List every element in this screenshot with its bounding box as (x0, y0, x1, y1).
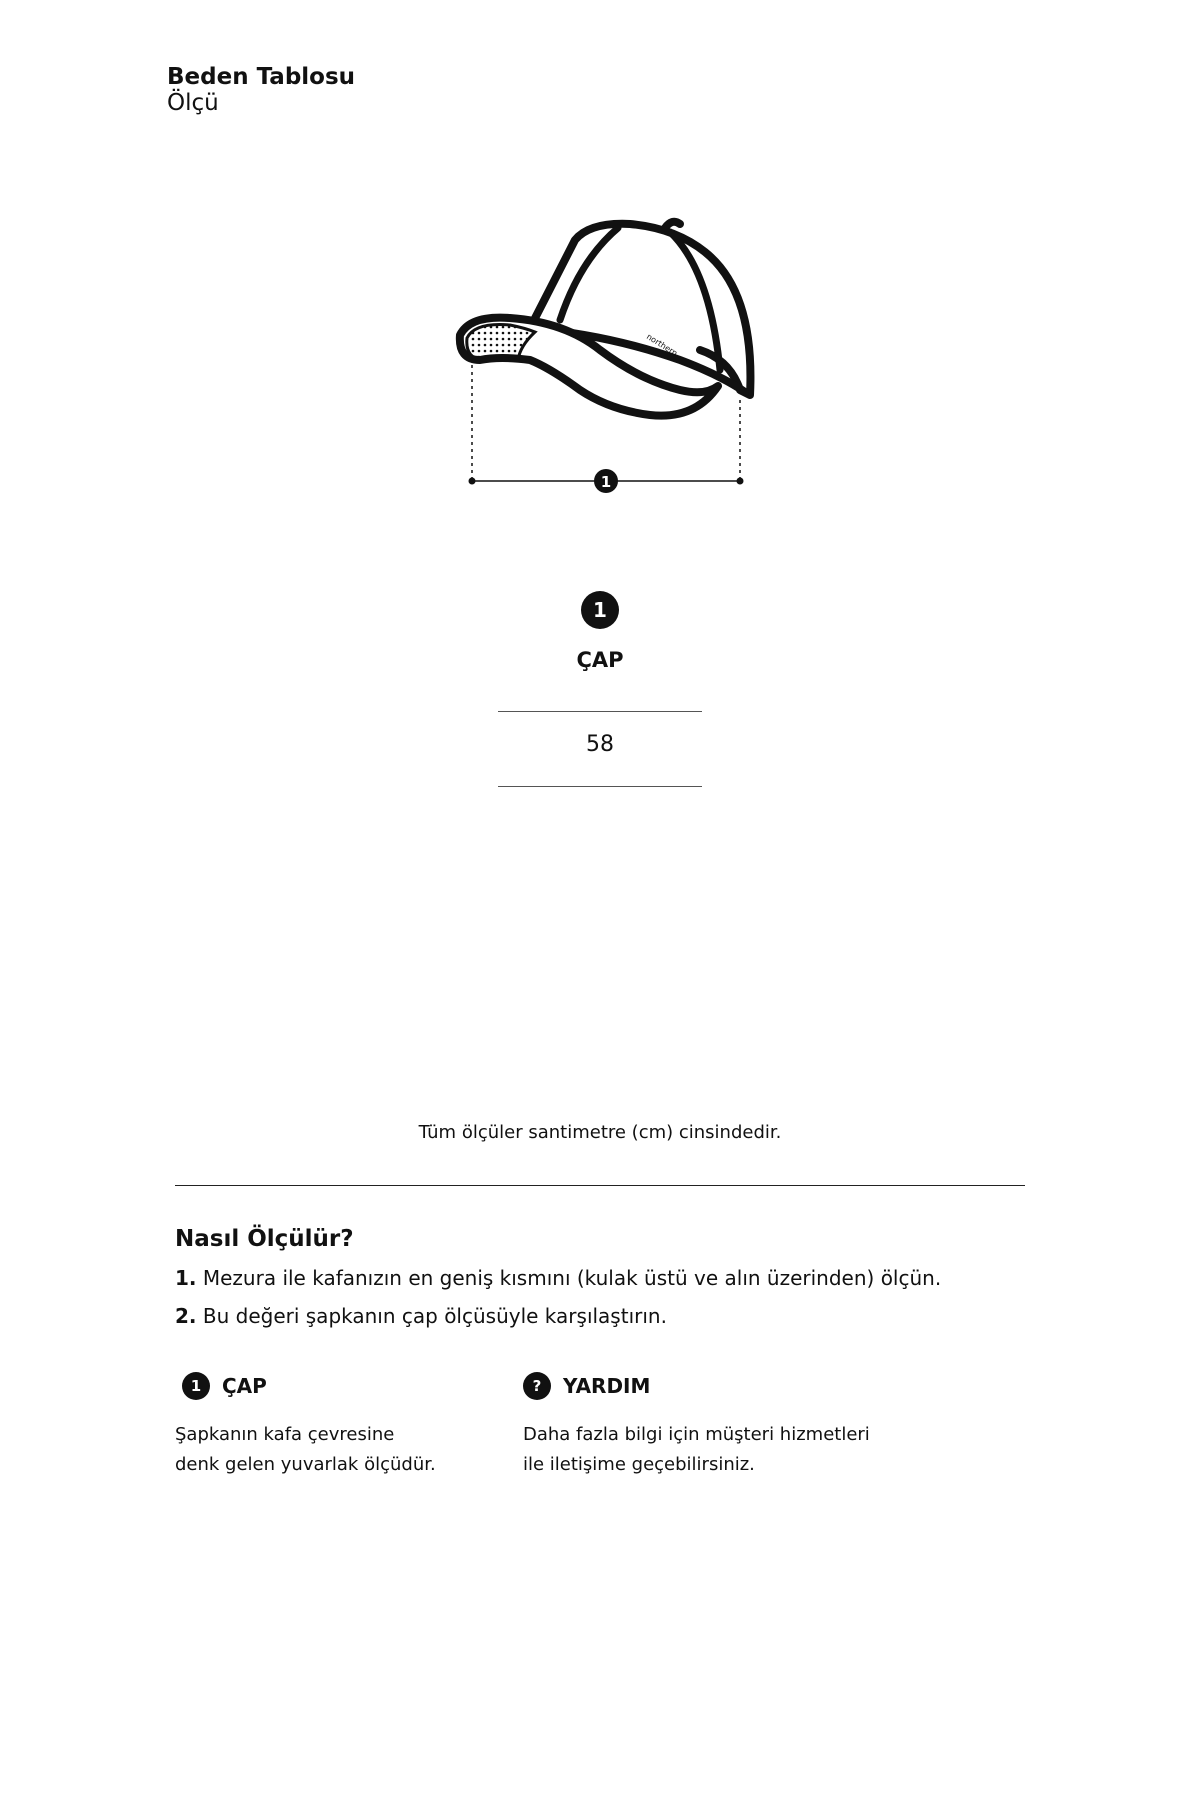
table-divider (498, 786, 702, 787)
table-cell-value: 58 (586, 732, 614, 757)
measure-marker-label: 1 (600, 473, 612, 491)
table-divider (498, 711, 702, 712)
how-to-step (175, 1266, 941, 1290)
measure-end (737, 478, 744, 485)
info-cap-title: ÇAP (222, 1374, 267, 1398)
cap-illustration (440, 210, 780, 500)
page-title: Beden Tablosu (167, 64, 356, 90)
brand-text: northern (644, 332, 680, 359)
help-icon: ? (523, 1372, 551, 1400)
step-text: Mezura ile kafanızın en geniş kısmını (kulak üstü ve alın üzerinden) ölçün. (202, 1266, 942, 1290)
how-to-step (175, 1304, 667, 1328)
measure-end (469, 478, 476, 485)
units-note: Tüm ölçüler santimetre (cm) cinsindedir. (418, 1122, 782, 1143)
info-cap-description: Şapkanın kafa çevresine denk gelen yuvarlak ölçüdür. (175, 1424, 436, 1475)
cap-seam (560, 228, 618, 320)
info-help (523, 1372, 650, 1400)
how-to-title: Nasıl Ölçülür? (175, 1226, 354, 1252)
info-help-description: Daha fazla bilgi için müşteri hizmetleri ile iletişime geçebilirsiniz. (523, 1424, 870, 1475)
step-text: Bu değeri şapkanın çap ölçüsüyle karşılaştırın. (202, 1304, 667, 1328)
info-help-title: YARDIM (563, 1374, 651, 1398)
column-header-cap: ÇAP (576, 648, 624, 672)
section-divider (175, 1185, 1025, 1186)
cap-button (665, 222, 680, 228)
page-subtitle: Ölçü (167, 90, 219, 116)
info-cap-badge: 1 (182, 1372, 210, 1400)
step-number: 2. (175, 1304, 197, 1328)
step-number: 1. (175, 1266, 197, 1290)
column-number-badge: 1 (581, 591, 619, 629)
info-cap (182, 1372, 267, 1400)
